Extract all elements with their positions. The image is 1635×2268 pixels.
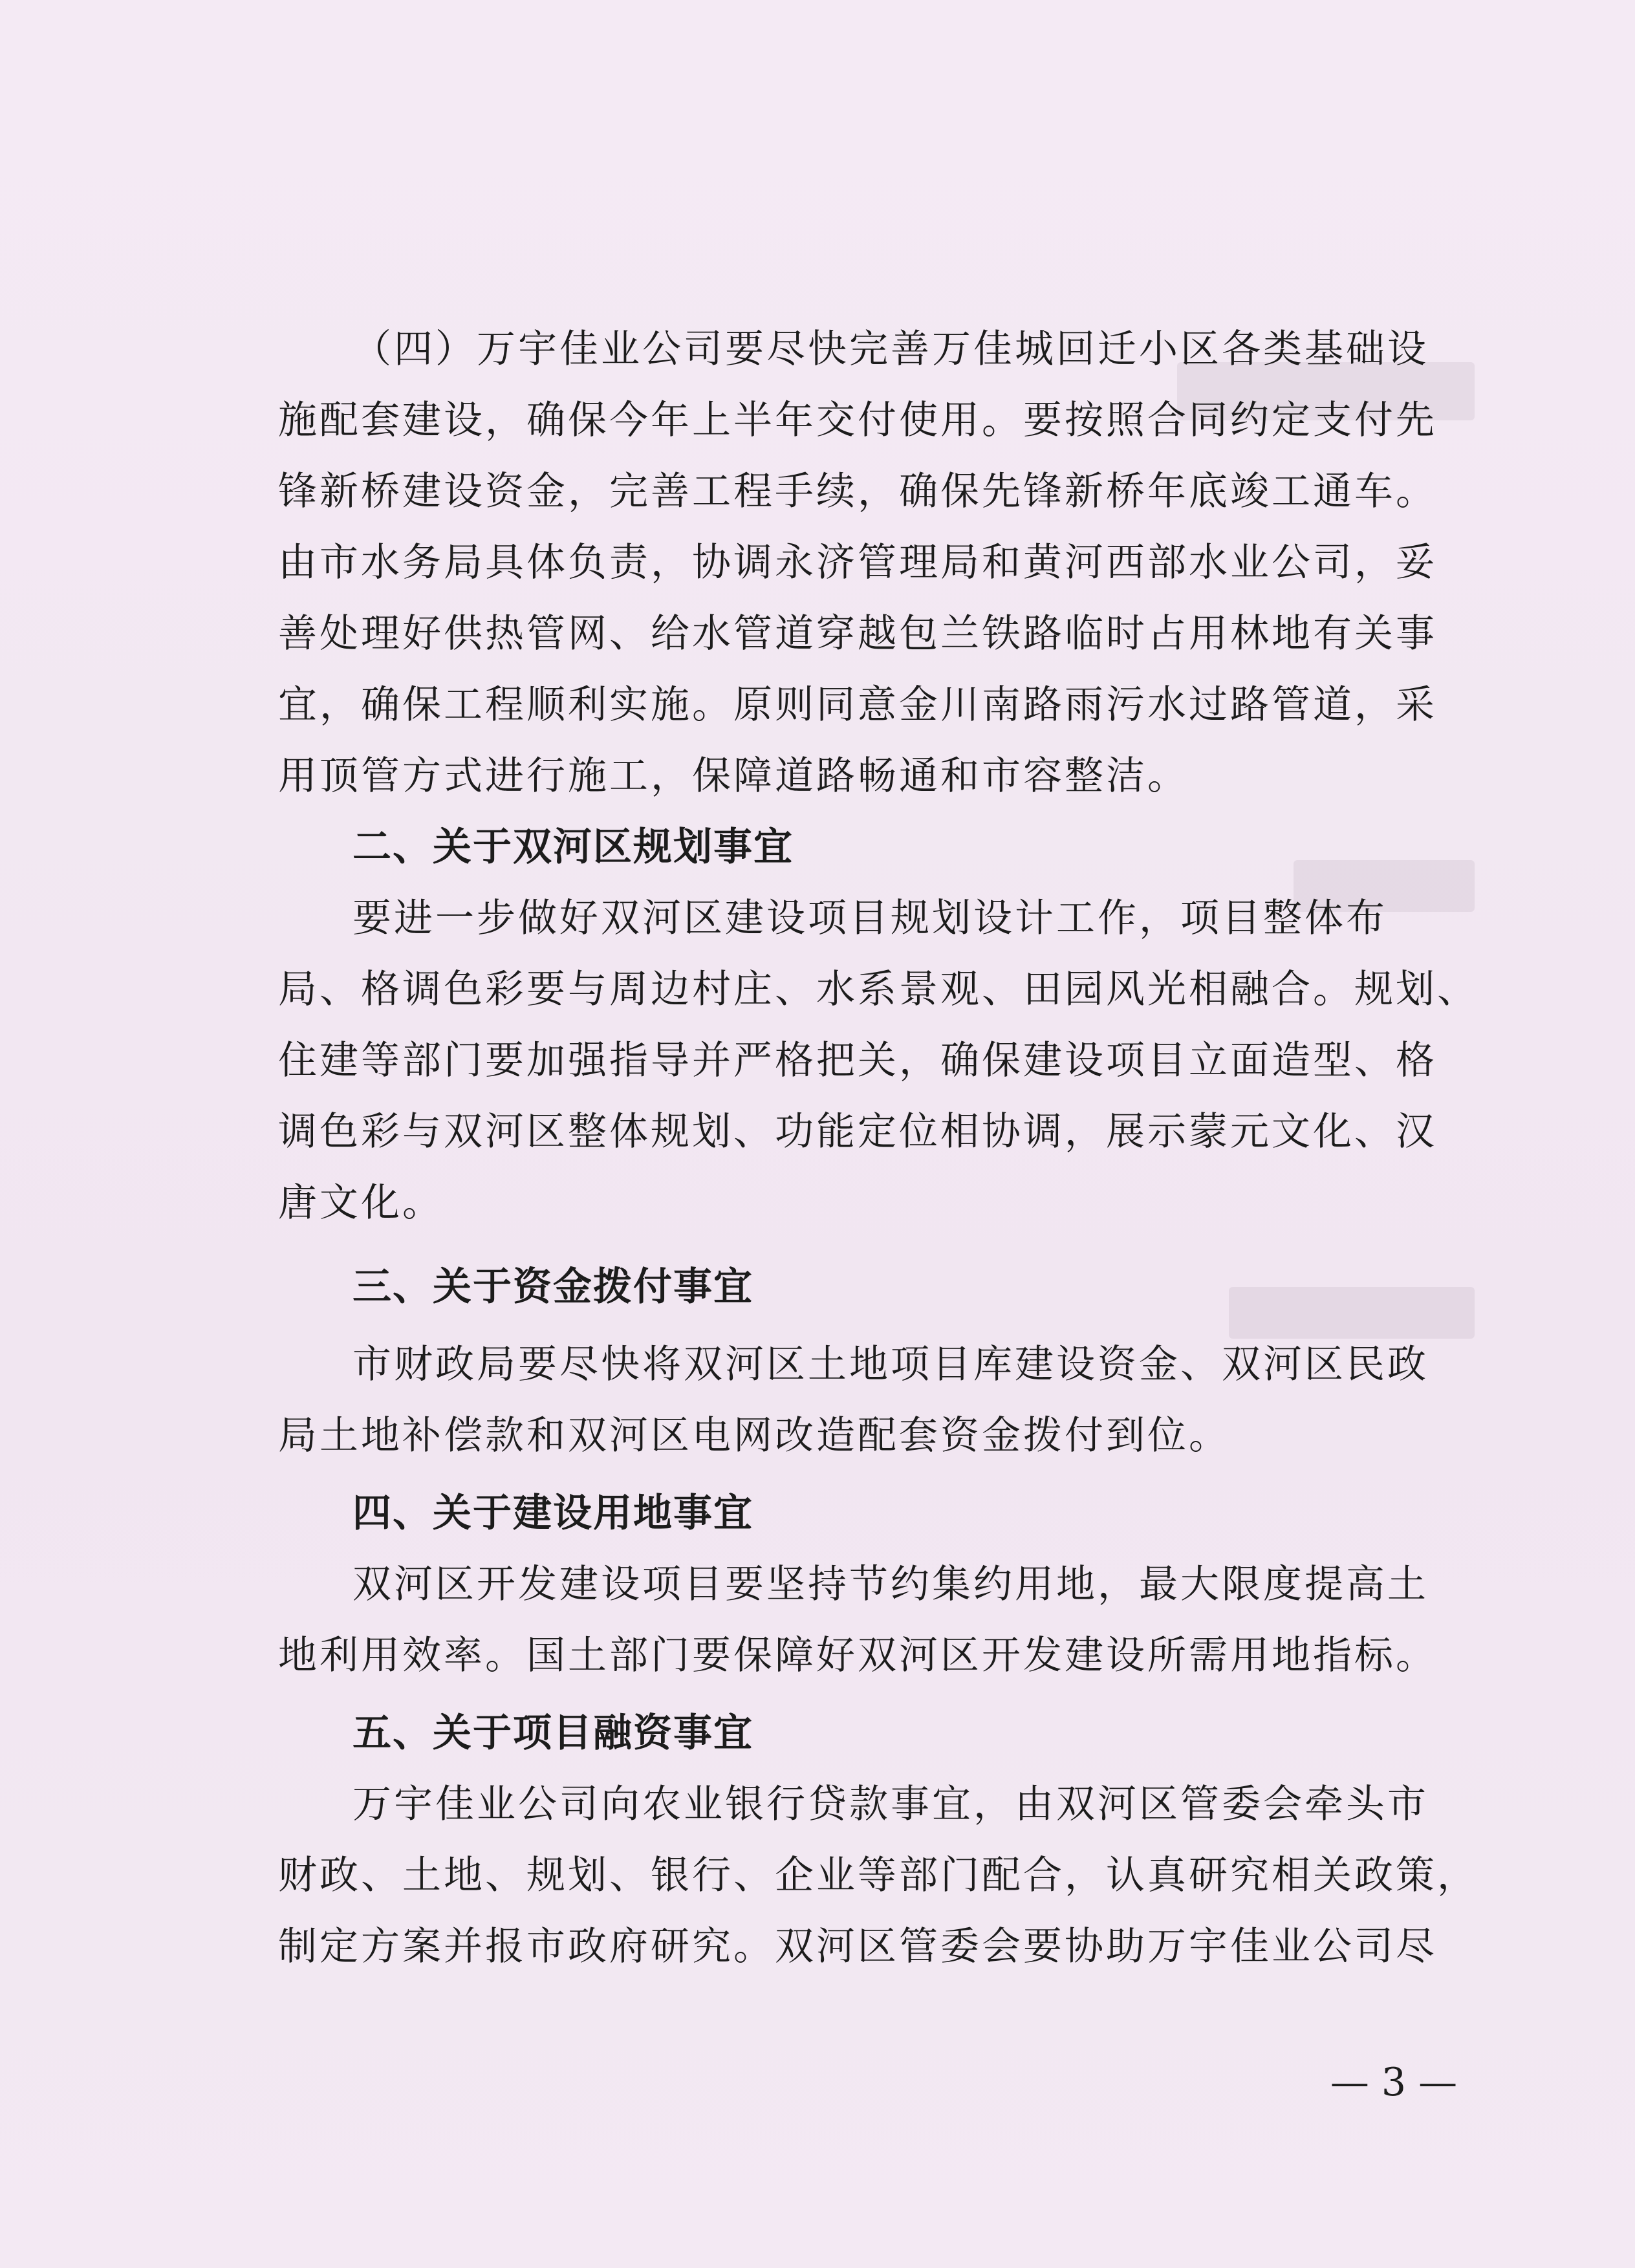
paragraph-line: 局土地补偿款和双河区电网改造配套资金拨付到位。: [278, 1413, 1230, 1458]
paragraph-line: 调色彩与双河区整体规划、功能定位相协调，展示蒙元文化、汉: [278, 1109, 1437, 1154]
paragraph-line: （四）万宇佳业公司要尽快完善万佳城回迁小区各类基础设: [352, 327, 1429, 372]
paragraph-line: 用顶管方式进行施工，保障道路畅通和市容整洁。: [278, 753, 1189, 799]
page-number: — 3 —: [1330, 2060, 1458, 2105]
paragraph-line: 地利用效率。国土部门要保障好双河区开发建设所需用地指标。: [278, 1633, 1437, 1678]
paragraph-line: 由市水务局具体负责，协调永济管理局和黄河西部水业公司，妥: [278, 540, 1437, 585]
paragraph-line: 制定方案并报市政府研究。双河区管委会要协助万宇佳业公司尽: [278, 1924, 1437, 1969]
paragraph-line: 要进一步做好双河区建设项目规划设计工作，项目整体布: [352, 896, 1387, 941]
paragraph-line: 锋新桥建设资金，完善工程手续，确保先锋新桥年底竣工通车。: [278, 469, 1437, 514]
section-heading-land: 四、关于建设用地事宜: [352, 1491, 753, 1536]
section-heading-financing: 五、关于项目融资事宜: [352, 1711, 753, 1756]
paragraph-line: 唐文化。: [278, 1180, 444, 1226]
paragraph-line: 局、格调色彩要与周边村庄、水系景观、田园风光相融合。规划、: [278, 967, 1478, 1012]
paragraph-line: 双河区开发建设项目要坚持节约集约用地，最大限度提高土: [352, 1562, 1429, 1607]
paragraph-line: 市财政局要尽快将双河区土地项目库建设资金、双河区民政: [352, 1342, 1429, 1387]
section-heading-planning: 二、关于双河区规划事宜: [352, 825, 794, 870]
section-heading-funds: 三、关于资金拨付事宜: [352, 1264, 753, 1310]
paragraph-line: 善处理好供热管网、给水管道穿越包兰铁路临时占用林地有关事: [278, 611, 1437, 656]
paragraph-line: 施配套建设，确保今年上半年交付使用。要按照合同约定支付先: [278, 398, 1437, 443]
paragraph-line: 财政、土地、规划、银行、企业等部门配合，认真研究相关政策，: [278, 1853, 1478, 1898]
paragraph-line: 宜，确保工程顺利实施。原则同意金川南路雨污水过路管道，采: [278, 682, 1437, 728]
paragraph-line: 万宇佳业公司向农业银行贷款事宜，由双河区管委会牵头市: [352, 1782, 1429, 1827]
paragraph-line: 住建等部门要加强指导并严格把关，确保建设项目立面造型、格: [278, 1038, 1437, 1083]
